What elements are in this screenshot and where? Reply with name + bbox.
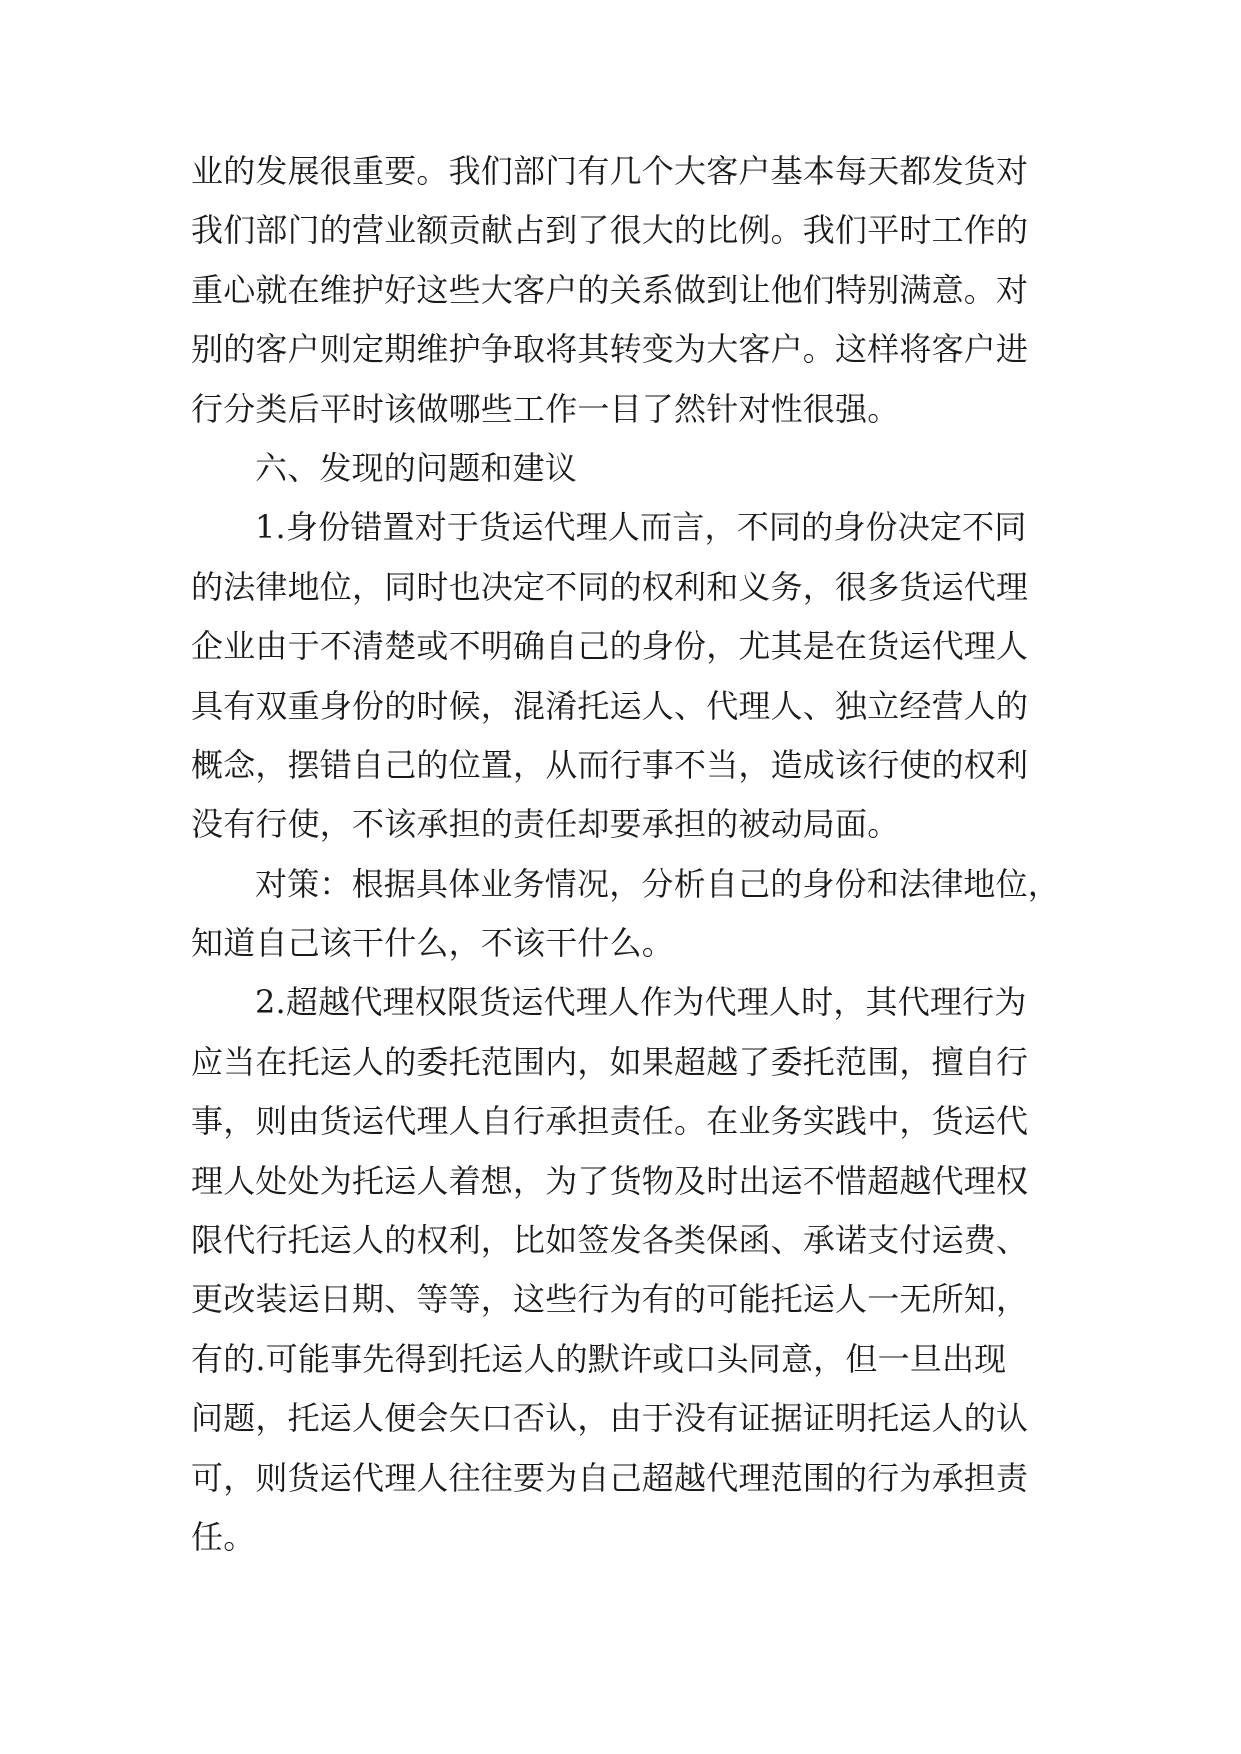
text-line: 限代行托运人的权利，比如签发各类保函、承诺支付运费、 xyxy=(191,1221,1029,1260)
text-line: 更改装运日期、等等，这些行为有的可能托运人一无所知， xyxy=(191,1280,1029,1319)
text-line: 业的发展很重要。我们部门有几个大客户基本每天都发货对 xyxy=(191,152,1029,190)
text-line: 2.超越代理权限货运代理人作为代理人时，其代理行为 xyxy=(255,983,1027,1022)
text-line: 应当在托运人的委托范围内，如果超越了委托范围，擅自行 xyxy=(191,1042,1029,1081)
text-line: 知道自己该干什么，不该干什么。 xyxy=(191,924,675,963)
text-line: 1.身份错置对于货运代理人而言，不同的身份决定不同 xyxy=(255,508,1027,547)
text-line: 企业由于不清楚或不明确自己的身份，尤其是在货运代理人 xyxy=(191,627,1029,666)
text-line: 事，则由货运代理人自行承担责任。在业务实践中，货运代 xyxy=(191,1102,1029,1141)
text-line: 别的客户则定期维护争取将其转变为大客户。这样将客户进 xyxy=(191,330,1029,369)
text-line: 的法律地位，同时也决定不同的权利和义务，很多货运代理 xyxy=(191,567,1029,606)
section-heading: 六、发现的问题和建议 xyxy=(255,448,578,487)
text-line: 问题，托运人便会矢口否认，由于没有证据证明托运人的认 xyxy=(191,1399,1029,1438)
text-line: 没有行使，不该承担的责任却要承担的被动局面。 xyxy=(191,805,900,844)
text-line: 对策：根据具体业务情况，分析自己的身份和法律地位， xyxy=(255,864,1061,903)
text-line: 具有双重身份的时候，混淆托运人、代理人、独立经营人的 xyxy=(191,686,1029,725)
text-line: 任。 xyxy=(191,1517,256,1556)
text-line: 理人处处为托运人着想，为了货物及时出运不惜超越代理权 xyxy=(191,1161,1029,1200)
text-line: 我们部门的营业额贡献占到了很大的比例。我们平时工作的 xyxy=(191,211,1029,250)
text-line: 概念，摆错自己的位置，从而行事不当，造成该行使的权利 xyxy=(191,745,1029,784)
text-line: 有的.可能事先得到托运人的默许或口头同意，但一旦出现 xyxy=(191,1339,1007,1378)
text-line: 可，则货运代理人往往要为自己超越代理范围的行为承担责 xyxy=(191,1458,1029,1497)
text-line: 重心就在维护好这些大客户的关系做到让他们特别满意。对 xyxy=(191,270,1029,309)
document-body xyxy=(191,142,1061,1567)
text-line: 行分类后平时该做哪些工作一目了然针对性很强。 xyxy=(191,389,900,428)
